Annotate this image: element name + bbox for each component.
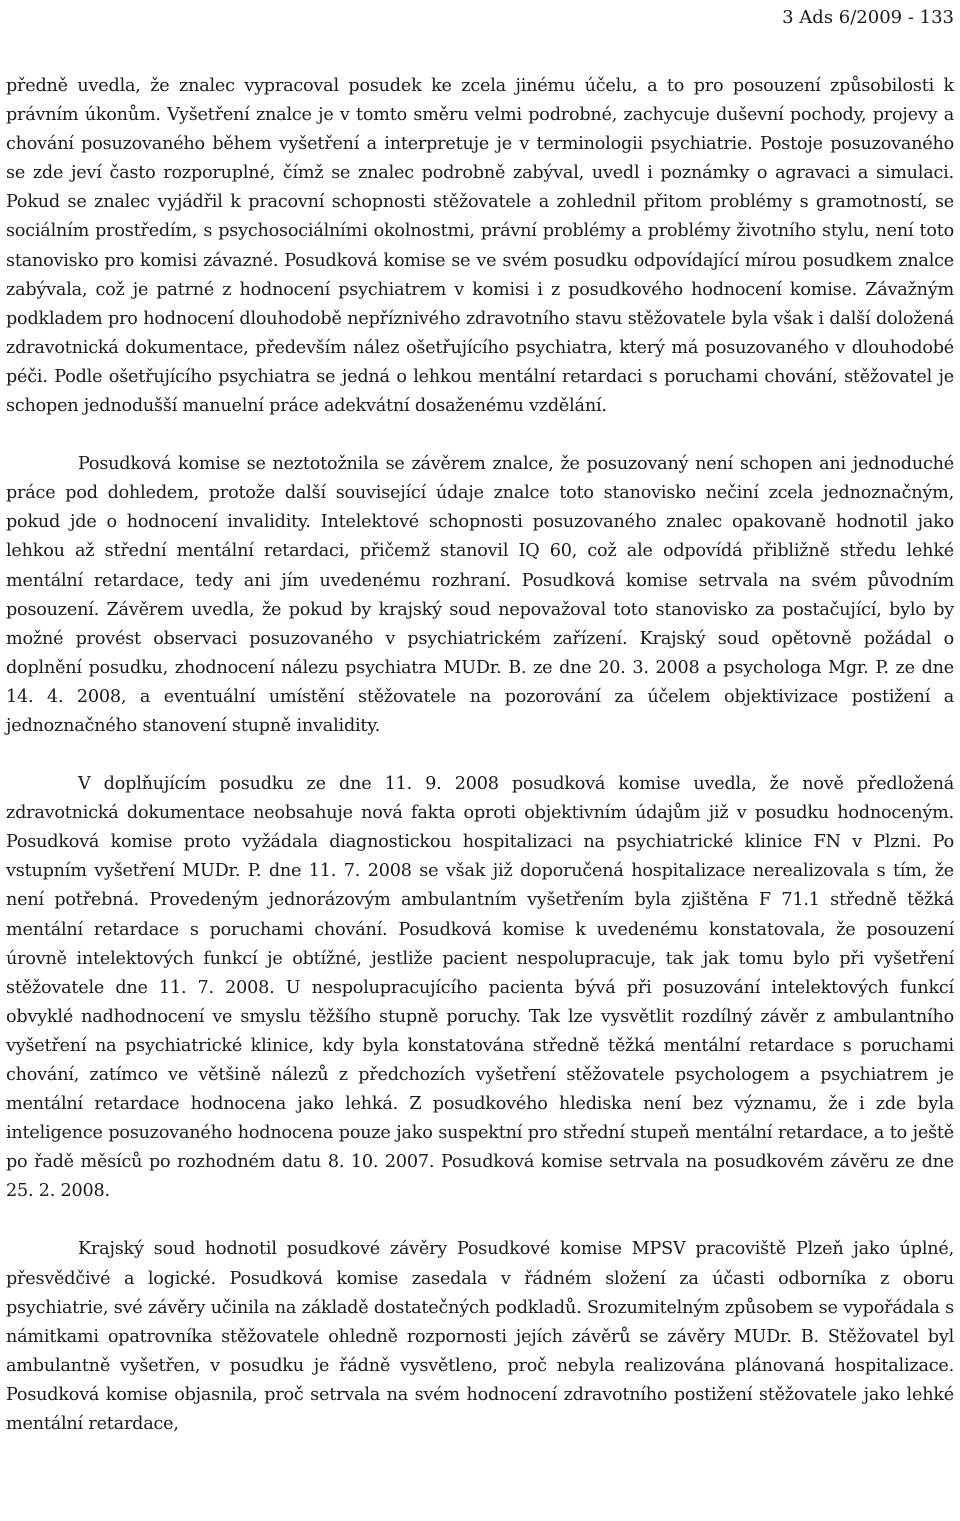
paragraph-1: předně uvedla, že znalec vypracoval posudek ke zcela jinému účelu, a to pro posouzení způsobilosti k právním úkonům. Vyšetření znalce je v tomto směru velmi podrobné, zachycuje duševní pochody, projevy a chování posuzovaného během vyšetření a interpretuje je v terminologii psychiatrie. Postoje posuzovaného se zde jeví často rozporuplné, čímž se znalec podrobně zabýval, uvedl i poznámky o agravaci a simulaci. Pokud se znalec vyjádřil k pracovní schopnosti stěžovatele a zohlednil přitom problémy s gramotností, se sociálním prostředím, s psychosociálními okolnostmi, právní problémy a problémy životního stylu, není toto stanovisko pro komisi závazné. Posudková komise se ve svém posudku odpovídající mírou posudkem znalce zabývala, což je patrné z hodnocení psychiatrem v komisi i z posudkového hodnocení komise. Závažným podkladem pro hodnocení dlouhodobě nepříznivého zdravotního stavu stěžovatele byla však i další doložená zdravotnická dokumentace, především nález ošetřujícího psychiatra, který má posuzovaného v dlouhodobé péči. Podle ošetřujícího psychiatra se jedná o lehkou mentální retardaci s poruchami chování, stěžovatel je schopen jednodušší manuelní práce adekvátní dosaženému vzdělání.	[6, 76, 954, 417]
paragraph-gap	[6, 741, 954, 770]
paragraph-gap	[6, 421, 954, 450]
paragraph-2: Posudková komise se neztotožnila se závěrem znalce, že posuzovaný není schopen ani jednoduché práce pod dohledem, protože další související údaje znalce toto stanovisko nečiní zcela jednoznačným, pokud jde o hodnocení invalidity. Intelektové schopnosti posuzovaného znalec opakovaně hodnotil jako lehkou až střední mentální retardaci, přičemž stanovil IQ 60, což ale odpovídá přibližně středu lehké mentální retardace, tedy ani jím uvedenému rozhraní. Posudková komise setrvala na svém původním posouzení. Závěrem uvedla, že pokud by krajský soud nepovažoval toto stanovisko za postačující, bylo by možné provést observaci posuzovaného v psychiatrickém zařízení. Krajský soud opětovně požádal o doplnění posudku, zhodnocení nálezu psychiatra MUDr. B. ze dne 20. 3. 2008 a psychologa Mgr. P. ze dne 14. 4. 2008, a eventuální umístění stěžovatele na pozorování za účelem objektivizace postižení a jednoznačného stanovení stupně invalidity.	[6, 454, 954, 736]
paragraph-4: Krajský soud hodnotil posudkové závěry Posudkové komise MPSV pracoviště Plzeň jako úplné, přesvědčivé a logické. Posudková komise zasedala v řádném složení za účasti odborníka z oboru psychiatrie, své závěry učinila na základě dostatečných podkladů. Srozumitelným způsobem se vypořádala s námitkami opatrovníka stěžovatele ohledně rozpornosti jejích závěrů se závěry MUDr. B. Stěžovatel byl ambulantně vyšetřen, v posudku je řádně vysvětleno, proč nebyla realizována plánovaná hospitalizace. Posudková komise objasnila, proč setrvala na svém hodnocení zdravotního postižení stěžovatele jako lehké mentální retardace,	[6, 1239, 954, 1435]
paragraph-gap	[6, 1206, 954, 1235]
document-body	[6, 72, 954, 1439]
paragraph-3: V doplňujícím posudku ze dne 11. 9. 2008 posudková komise uvedla, že nově předložená zdravotnická dokumentace neobsahuje nová fakta oproti objektivním údajům již v posudku hodnoceným. Posudková komise proto vyžádala diagnostickou hospitalizaci na psychiatrické klinice FN v Plzni. Po vstupním vyšetření MUDr. P. dne 11. 7. 2008 se však již doporučená hospitalizace nerealizovala s tím, že není potřebná. Provedeným jednorázovým ambulantním vyšetřením byla zjištěna F 71.1 středně těžká mentální retardace s poruchami chování. Posudková komise k uvedenému konstatovala, že posouzení úrovně intelektových funkcí je obtížné, jestliže pacient nespolupracuje, tak jak tomu bylo při vyšetření stěžovatele dne 11. 7. 2008. U nespolupracujícího pacienta bývá při posuzování intelektových funkcí obvyklé nadhodnocení ve smyslu těžšího stupně poruchy. Tak lze vysvětlit rozdílný závěr z ambulantního vyšetření na psychiatrické klinice, kdy byla konstatována středně těžká mentální retardace s poruchami chování, zatímco ve většině nálezů z předchozích vyšetření stěžovatele psychologem a psychiatrem je mentální retardace hodnocena jako lehká. Z posudkového hlediska není bez významu, že i zde byla inteligence posuzovaného hodnocena pouze jako suspektní pro střední stupeň mentální retardace, a to ještě po řadě měsíců po rozhodném datu 8. 10. 2007. Posudková komise setrvala na posudkovém závěru ze dne 25. 2. 2008.	[6, 774, 954, 1202]
page-reference: 3 Ads 6/2009 - 133	[782, 7, 954, 28]
